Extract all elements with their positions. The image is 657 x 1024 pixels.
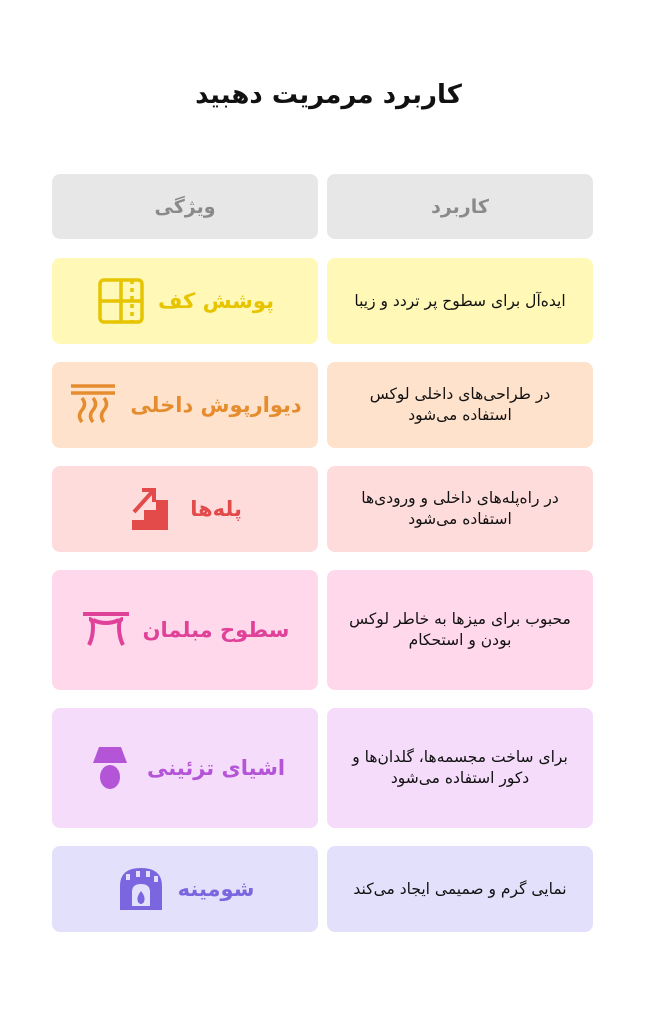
page-title: کاربرد مرمریت دهبید: [195, 80, 462, 110]
usage-cell: ایده‌آل برای سطوح پر تردد و زیبا: [327, 258, 593, 344]
header-feature: ویژگی: [52, 174, 318, 239]
fireplace-icon: [116, 864, 166, 914]
lamp-icon: [85, 743, 135, 793]
feature-name: سطوح مبلمان: [142, 618, 290, 642]
feature-name: پوشش کف: [158, 289, 274, 313]
feature-cell: [52, 362, 318, 448]
usage-cell: برای ساخت مجسمه‌ها، گلدان‌ها و دکور استفاده می‌شود: [327, 708, 593, 828]
wall-cladding-icon: [68, 380, 118, 430]
stairs-icon: [128, 484, 178, 534]
header-usage: کاربرد: [327, 174, 593, 239]
usage-cell: محبوب برای میزها به خاطر لوکس بودن و استحکام: [327, 570, 593, 690]
feature-name: اشیای تزئینی: [146, 756, 286, 780]
table-icon: [81, 605, 131, 655]
feature-name: پله‌ها: [190, 497, 242, 521]
usage-cell: در راه‌پله‌های داخلی و ورودی‌ها استفاده می‌شود: [327, 466, 593, 552]
feature-cell: [52, 708, 318, 828]
feature-cell: [52, 466, 318, 552]
floor-tiles-icon: [96, 276, 146, 326]
feature-cell: [52, 258, 318, 344]
usage-table: [52, 174, 593, 932]
feature-cell: [52, 570, 318, 690]
feature-name: دیوارپوش داخلی: [130, 393, 302, 417]
usage-cell: در طراحی‌های داخلی لوکس استفاده می‌شود: [327, 362, 593, 448]
feature-name: شومینه: [177, 877, 255, 901]
feature-cell: [52, 846, 318, 932]
usage-cell: نمایی گرم و صمیمی ایجاد می‌کند: [327, 846, 593, 932]
